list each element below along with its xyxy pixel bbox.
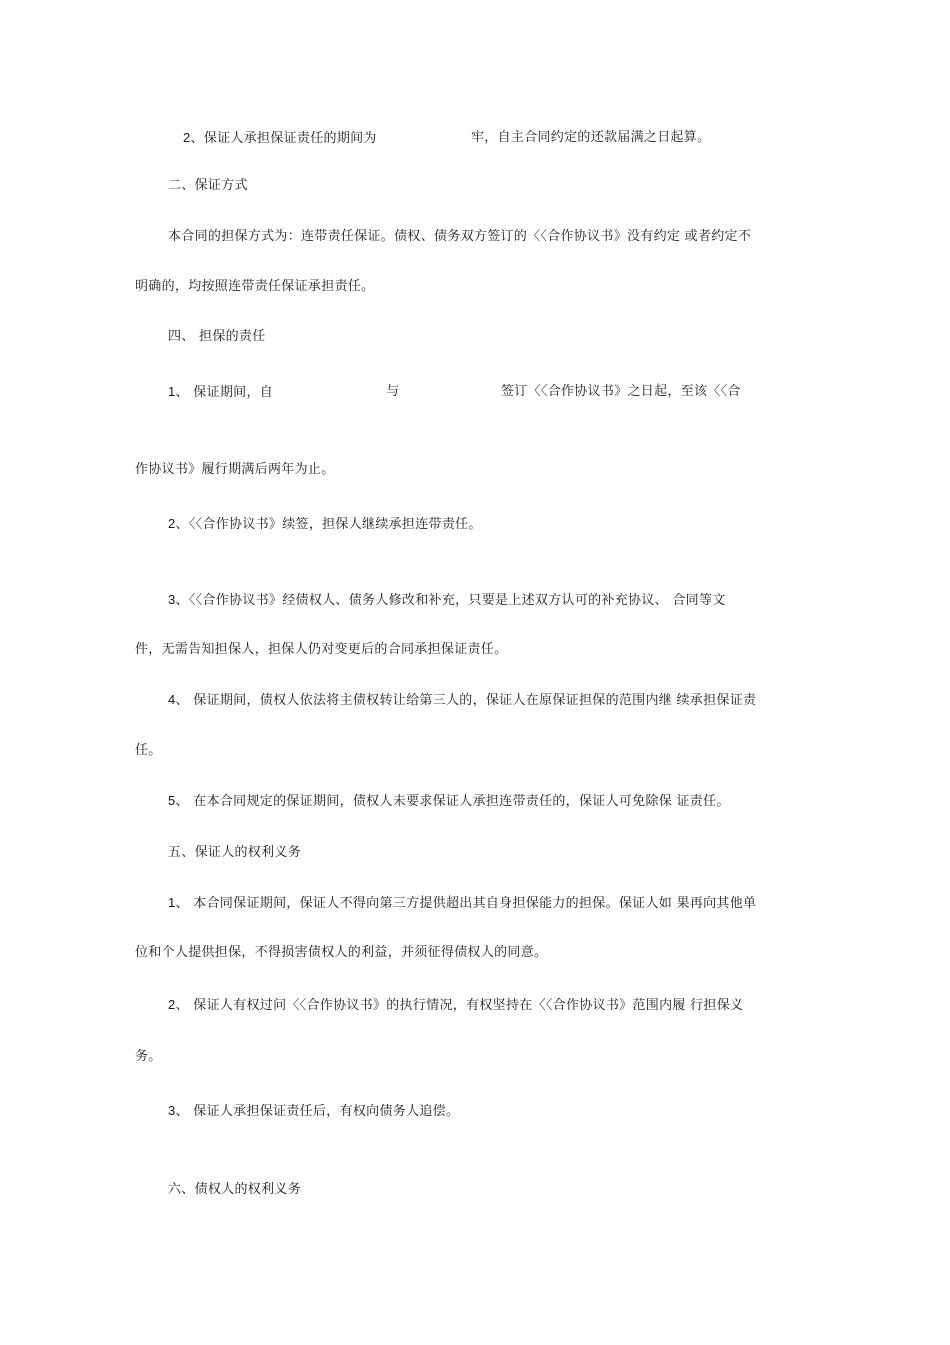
section-heading-2: 二、保证方式 [168,178,248,193]
item-text: 、 保证人承担保证责任后，有权向债务人追偿。 [175,1104,460,1119]
item-number: 3 [168,592,176,607]
paragraph-guarantee-method-cont: 明确的，均按照连带责任保证承担责任。 [135,279,375,294]
clause-2-period-cont [471,130,710,146]
item-number: 3 [168,1103,176,1118]
guarantor-item-2-cont: 务。 [135,1049,162,1064]
clause-text: 牢，自主合同约定的还款届满之日起算。 [471,130,711,145]
item-text: 、 保证期间，自 [175,385,274,400]
item-text: 、 保证人有权过问〈〈合作协议书》的执行情况，有权坚持在〈〈合作协议书》范围内履 行担保义 [175,998,744,1013]
clause-text: 、保证人承担保证责任的期间为 [190,131,377,146]
section-heading-4: 四、 担保的责任 [168,329,266,344]
section-heading-6: 六、债权人的权利义务 [168,1182,302,1197]
clause-number: 2 [183,130,191,145]
item-number: 1 [168,384,176,399]
item-text: 、 本合同保证期间，保证人不得向第三方提供超出其自身担保能力的担保。保证人如 果再向其他单 [175,896,757,911]
item-text: 、〈〈合作协议书》续签，担保人继续承担连带责任。 [175,517,482,532]
item-4-transfer [168,692,756,709]
item-number: 5 [168,793,176,808]
item-4-cont: 任。 [135,743,162,758]
paragraph-guarantee-method: 本合同的担保方式为：连带责任保证。债权、债务双方签订的〈〈合作协议书》没有约定 或者约定不 [168,229,752,244]
item-1-guarantee-period [168,384,273,401]
guarantor-item-1 [168,895,756,912]
item-number: 1 [168,895,176,910]
item-1-signing: 签订〈〈合作协议书》之日起，至该〈〈合 [501,384,741,399]
guarantor-item-3 [168,1103,459,1120]
guarantor-item-1-cont: 位和个人提供担保，不得损害债权人的利益，并须征得债权人的同意。 [135,945,548,960]
clause-2-period [183,130,377,147]
item-2-renewal [168,516,482,533]
item-3-cont: 件，无需告知担保人，担保人仍对变更后的合同承担保证责任。 [135,642,508,657]
item-1-cont: 作协议书》履行期满后两年为止。 [135,462,335,477]
item-number: 4 [168,692,176,707]
item-number: 2 [168,516,176,531]
item-5-exemption [168,793,730,810]
item-text: 、〈〈合作协议书》经债权人、债务人修改和补充，只要是上述双方认可的补充协议、 合同等文 [175,593,726,608]
item-3-amendment [168,592,726,609]
item-text: 、 保证期间，债权人依法将主债权转让给第三人的，保证人在原保证担保的范围内继 续承担保证责 [175,693,757,708]
item-number: 2 [168,997,176,1012]
item-1-and: 与 [386,384,400,399]
guarantor-item-2 [168,997,743,1014]
item-text: 、 在本合同规定的保证期间，债权人未要求保证人承担连带责任的，保证人可免除保 证责任。 [175,794,730,809]
section-heading-5: 五、保证人的权利义务 [168,845,302,860]
